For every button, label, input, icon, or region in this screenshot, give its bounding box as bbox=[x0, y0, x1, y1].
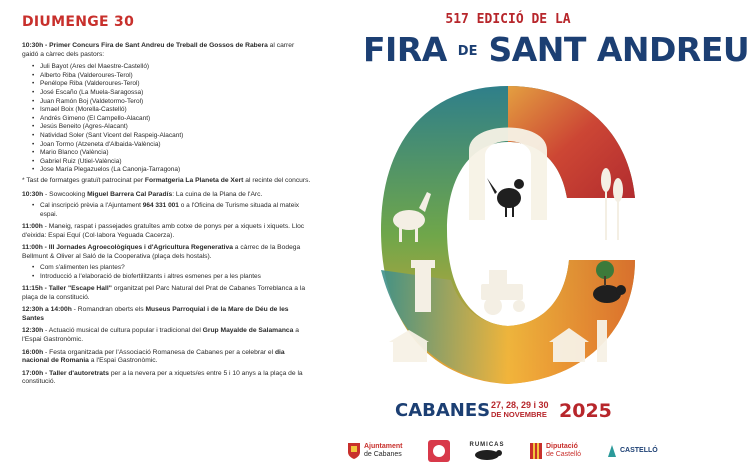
logo-text: Ajuntament bbox=[364, 443, 403, 450]
tractor-icon bbox=[481, 270, 525, 315]
list-item: • Jesús Beneito (Agres-Alacant) bbox=[32, 123, 312, 132]
event-title: - III Jornades Agroecològiques i d'Agricultura Regenerativa bbox=[42, 244, 233, 252]
list-item: • Juli Bayot (Ares del Maestre-Castelló) bbox=[32, 63, 312, 72]
event-time: 17:00h bbox=[22, 369, 44, 377]
event-time: 16:00h bbox=[22, 348, 44, 356]
cheese-tasting-note bbox=[22, 177, 312, 186]
event-romania-day bbox=[22, 349, 312, 366]
logo-fira-badge bbox=[427, 436, 451, 466]
diputacio-emblem-icon bbox=[529, 442, 543, 460]
event-text: a càrrec de la Bodega Bellmunt & Oliver al Saló de la Cooperativa (plaça dels hostals). bbox=[22, 244, 301, 260]
logo-text: de Cabanes bbox=[364, 451, 402, 458]
event-text-end: a l'Espai Gastronòmic. bbox=[88, 357, 158, 365]
event-museums bbox=[22, 306, 312, 323]
logo-rumicas bbox=[467, 436, 507, 466]
event-sheepdog-contest: 10:30h - Primer Concurs Fira de Sant Andreu de Treball de Gossos de Rabera al carrer gaidó a càrrec dels pastors: bbox=[22, 42, 295, 58]
agroecology-topics bbox=[32, 264, 312, 281]
fair-month: DE NOVEMBRE bbox=[491, 410, 547, 419]
fair-title-word: FIRA bbox=[363, 30, 447, 69]
list-item: • José Escaño (La Muela-Saragossa) bbox=[32, 89, 312, 98]
rooster-icon bbox=[487, 178, 524, 217]
event-escape-hall bbox=[22, 285, 312, 302]
event-text-end: a l'Espai Gastronòmic. bbox=[22, 327, 299, 344]
list-item: • Com s'alimenten les plantes? bbox=[32, 264, 312, 272]
event-time: 11:15h bbox=[22, 285, 43, 293]
event-time: 10:30h bbox=[22, 190, 44, 198]
pastors-list bbox=[32, 63, 312, 175]
list-item: • Joan Tormo (Atzeneta d'Albaida-València) bbox=[32, 141, 312, 150]
event-time: 12:30h a 14:00h bbox=[22, 306, 72, 314]
logo-text: Diputació bbox=[546, 443, 578, 450]
edition-label: 517 EDICIÓ DE LA bbox=[445, 12, 571, 27]
logo-text: de Castelló bbox=[546, 451, 582, 458]
list-item: • Cal inscripció prèvia a l'Ajuntament 964 331 001 o a l'Oficina de Turisme situada al mateix espai. bbox=[32, 202, 312, 219]
list-item: • Ismael Boix (Morella-Castelló) bbox=[32, 106, 312, 115]
list-item: • Jose María Plegazuelos (La Canonja-Tarragona) bbox=[32, 166, 312, 175]
event-time: 12:30h bbox=[22, 327, 44, 335]
list-item: • Andrés Gimeno (El Campello-Alacant) bbox=[32, 115, 312, 124]
list-item: • Penélope Riba (Valderoures-Terol) bbox=[32, 80, 312, 89]
event-time: 10:30h bbox=[22, 42, 44, 49]
fair-title-connector: DE bbox=[457, 44, 478, 59]
event-title: Museus Parroquial i de la Mare de Déu de les Santes bbox=[22, 306, 289, 322]
phone-number: 964 331 001 bbox=[142, 202, 179, 210]
event-ponies bbox=[22, 223, 312, 240]
list-item: • Natividad Soler (Sant Vicent del Raspeig-Alacant) bbox=[32, 132, 312, 141]
coat-of-arms-icon bbox=[347, 442, 361, 460]
list-item: • Gabriel Ruiz (Utiel-València) bbox=[32, 158, 312, 167]
poster-column bbox=[345, 0, 749, 474]
event-group: Grup Mayalde de Salamanca bbox=[202, 327, 294, 335]
logo-text: RUMICAS bbox=[469, 442, 505, 448]
list-item: • Mario Blanco (València) bbox=[32, 149, 312, 158]
fira-badge-icon bbox=[427, 439, 451, 463]
note-sponsor: Formatgeria La Planeta de Xert bbox=[144, 176, 244, 184]
event-text: per a la nevera per a xiquets/es entre 5 i 10 anys a la plaça de la constitució. bbox=[22, 369, 303, 386]
event-time: 11:00h bbox=[22, 222, 43, 230]
list-item: • Alberto Riba (Valderoures-Terol) bbox=[32, 72, 312, 81]
list-item: • Juan Ramón Boj (Valdetormo-Terol) bbox=[32, 98, 312, 107]
fair-title bbox=[363, 30, 749, 69]
sponsor-logos bbox=[345, 436, 670, 466]
fair-dates: 27, 28, 29 i 30 bbox=[491, 400, 549, 410]
event-self-portraits bbox=[22, 370, 312, 387]
day-title: DIUMENGE 30 bbox=[22, 14, 135, 30]
event-title: - Taller d'autoretrats bbox=[43, 369, 109, 377]
tractor-small-icon bbox=[574, 232, 602, 251]
event-title: Primer Concurs Fira de Sant Andreu de Treball de Gossos de Rabera bbox=[49, 42, 268, 49]
event-chef: Miguel Barrera Cal Paradís bbox=[87, 190, 173, 198]
castello-mark-icon bbox=[607, 444, 617, 458]
logo-castello bbox=[607, 436, 658, 466]
event-text: - Sowcooking bbox=[43, 190, 88, 198]
event-text: organitzat pel Parc Natural del Prat de Cabanes Torreblanca a la plaça de la constitució. bbox=[22, 285, 306, 301]
bull-silhouette-icon bbox=[467, 448, 507, 460]
event-text: - Maneig, raspat i passejades gratuïtes amb cotxe de ponys per a xiquets i xiquets. Lloc d'eixida: Espai Equí (Col·labora Yeguada Cacerza). bbox=[22, 222, 305, 239]
fair-year: 2025 bbox=[559, 400, 612, 422]
event-title: - Taller "Escape Hall" bbox=[42, 285, 112, 293]
event-time: 11:00h bbox=[22, 244, 43, 252]
event-text: - Actuació musical de cultura popular i tradicional del bbox=[43, 327, 203, 335]
event-title: dia nacional de Romania bbox=[22, 348, 285, 365]
note-text: * Tast de formatges gratuït patrocinat per bbox=[22, 176, 145, 184]
event-showcooking bbox=[22, 191, 312, 219]
note-text-end: al recinte del concurs. bbox=[243, 176, 311, 184]
event-text: - Romandran oberts els bbox=[71, 306, 146, 314]
event-text: al carrer gaidó a càrrec dels pastors: bbox=[22, 42, 295, 58]
logo-text: CASTELLÓ bbox=[620, 447, 658, 454]
fair-title-word: SANT ANDREU bbox=[488, 30, 749, 69]
showcooking-details bbox=[32, 202, 312, 219]
event-music bbox=[22, 327, 312, 344]
list-item: • Introducció a l'elaboració de biofertilitzants i altres esmenes per a les plantes bbox=[32, 273, 312, 281]
event-text: - Festa organitzada per l'Associació Romanesa de Cabanes per a celebrar el bbox=[43, 348, 275, 356]
town-name: CABANES bbox=[395, 400, 491, 421]
event-text-end: : La cuina de la Plana de l'Arc. bbox=[172, 190, 263, 198]
logo-diputacio bbox=[529, 436, 581, 466]
logo-ajuntament bbox=[347, 436, 403, 466]
poster-illustration bbox=[369, 80, 647, 390]
program-column bbox=[22, 14, 312, 391]
event-agroecology bbox=[22, 244, 312, 281]
